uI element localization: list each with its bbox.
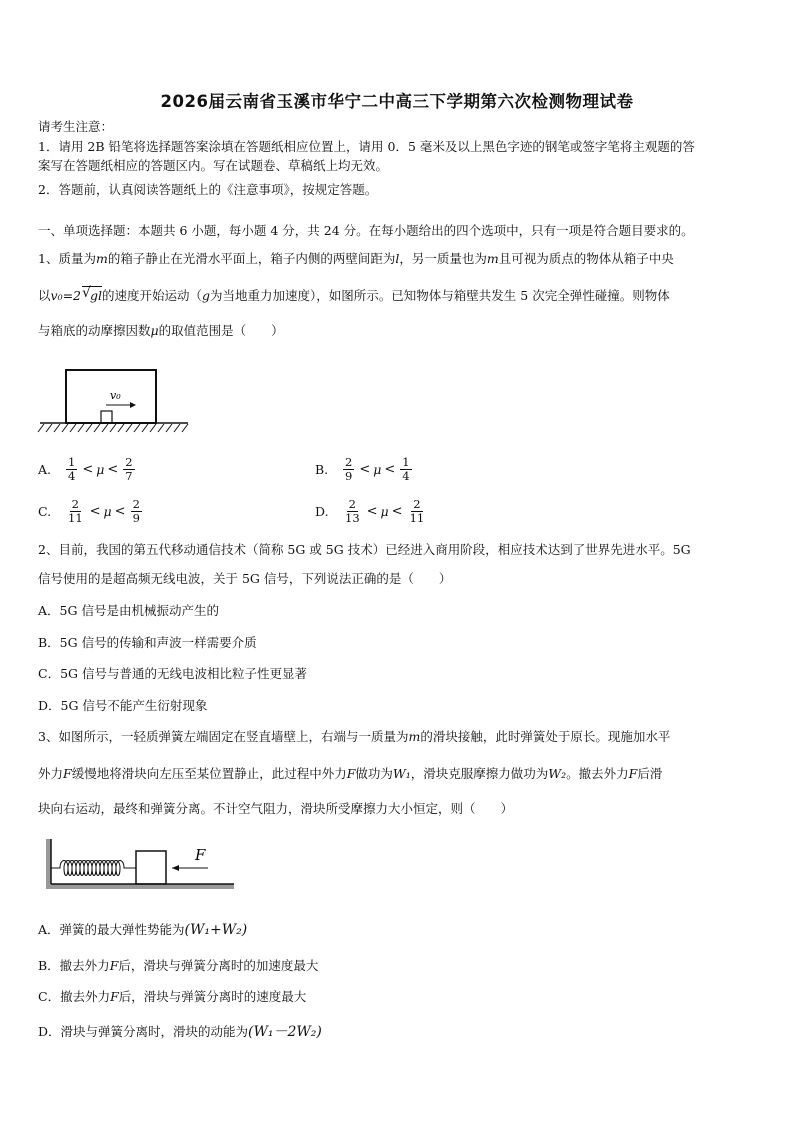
q3-spring-figure (38, 835, 238, 895)
q1-option-c[interactable]: C. $\frac{2}{11}$ < μ < $\frac{2}{9}$ (38, 497, 140, 525)
q1-line-3: 与箱底的动摩擦因数μ的取值范围是（ ） (38, 323, 284, 338)
spring (51, 861, 136, 876)
q3-option-a[interactable]: A．弹簧的最大弹性势能为(W₁+W₂) (38, 922, 248, 938)
q3-line-3: 块向右运动，最终和弹簧分离。不计空气阻力，滑块所受摩擦力大小恒定，则（ ） (38, 801, 514, 816)
q2-option-d[interactable]: D．5G 信号不能产生衍射现象 (38, 698, 208, 713)
slider-block (136, 851, 166, 884)
small-block (101, 411, 112, 423)
notice-heading: 请考生注意： (38, 119, 114, 134)
q1-line-2: 以v₀=2 √ gl的速度开始运动（g为当地重力加速度），如图所示。已知物体与箱壁共发生 5 次完全弹性碰撞。则物体 (38, 285, 670, 303)
q2-line-2: 信号使用的是超高频无线电波，关于 5G 信号，下列说法正确的是（ ） (38, 571, 452, 586)
q2-line-1: 2、目前，我国的第五代移动通信技术（简称 5G 或 5G 技术）已经进入商用阶段，相应技术达到了世界先进水平。5G (38, 542, 691, 557)
notice-item-1-line-2: 案写在答题纸相应的答题区内。写在试题卷、草稿纸上均无效。 (38, 158, 389, 173)
q1-option-d[interactable]: D. $\frac{2}{13}$ < μ < $\frac{2}{11}$ (315, 497, 425, 525)
section-heading: 一、单项选择题：本题共 6 小题，每小题 4 分，共 24 分。在每小题给出的四个选项中，只有一项是符合题目要求的。 (38, 223, 694, 238)
q3-option-b[interactable]: B．撤去外力F后，滑块与弹簧分离时的加速度最大 (38, 958, 319, 973)
q3-option-c[interactable]: C．撤去外力F后，滑块与弹簧分离时的速度最大 (38, 989, 307, 1004)
notice-item-2: 2．答题前，认真阅读答题纸上的《注意事项》，按规定答题。 (38, 182, 378, 197)
q1-option-a[interactable]: A. $\frac{1}{4}$ < μ < $\frac{2}{7}$ (38, 455, 133, 483)
q3-line-1: 3、如图所示，一轻质弹簧左端固定在竖直墙壁上，右端与一质量为m的滑块接触，此时弹簧处于原长。现施加水平 (38, 729, 671, 744)
ground-hatch (38, 424, 188, 432)
notice-item-1-line-1: 1．请用 2B 铅笔将选择题答案涂填在答题纸相应位置上，请用 0．5 毫米及以上黑色字迹的钢笔或签字笔将主观题的答 (38, 139, 695, 154)
q1-box-figure (38, 365, 198, 440)
force-label: F (195, 846, 206, 864)
q1-line-1: 1、质量为m的箱子静止在光滑水平面上，箱子内侧的两壁间距为l，另一质量也为m且可视为质点的物体从箱子中央 (38, 251, 674, 266)
page-title: 2026届云南省玉溪市华宁二中高三下学期第六次检测物理试卷 (160, 92, 634, 111)
q2-option-a[interactable]: A．5G 信号是由机械振动产生的 (38, 603, 219, 618)
q2-option-c[interactable]: C．5G 信号与普通的无线电波相比粒子性更显著 (38, 666, 307, 681)
q1-option-b[interactable]: B. $\frac{2}{9}$ < μ < $\frac{1}{4}$ (315, 455, 410, 483)
sqrt-expression: √ gl (82, 285, 103, 303)
q3-line-2: 外力F缓慢地将滑块向左压至某位置静止，此过程中外力F做功为W₁，滑块克服摩擦力做功为W₂。撤去外力F后滑 (38, 766, 663, 781)
v0-label: v₀ (110, 389, 121, 402)
q3-option-d[interactable]: D．滑块与弹簧分离时，滑块的动能为(W₁－2W₂) (38, 1024, 322, 1040)
q2-option-b[interactable]: B．5G 信号的传输和声波一样需要介质 (38, 635, 257, 650)
